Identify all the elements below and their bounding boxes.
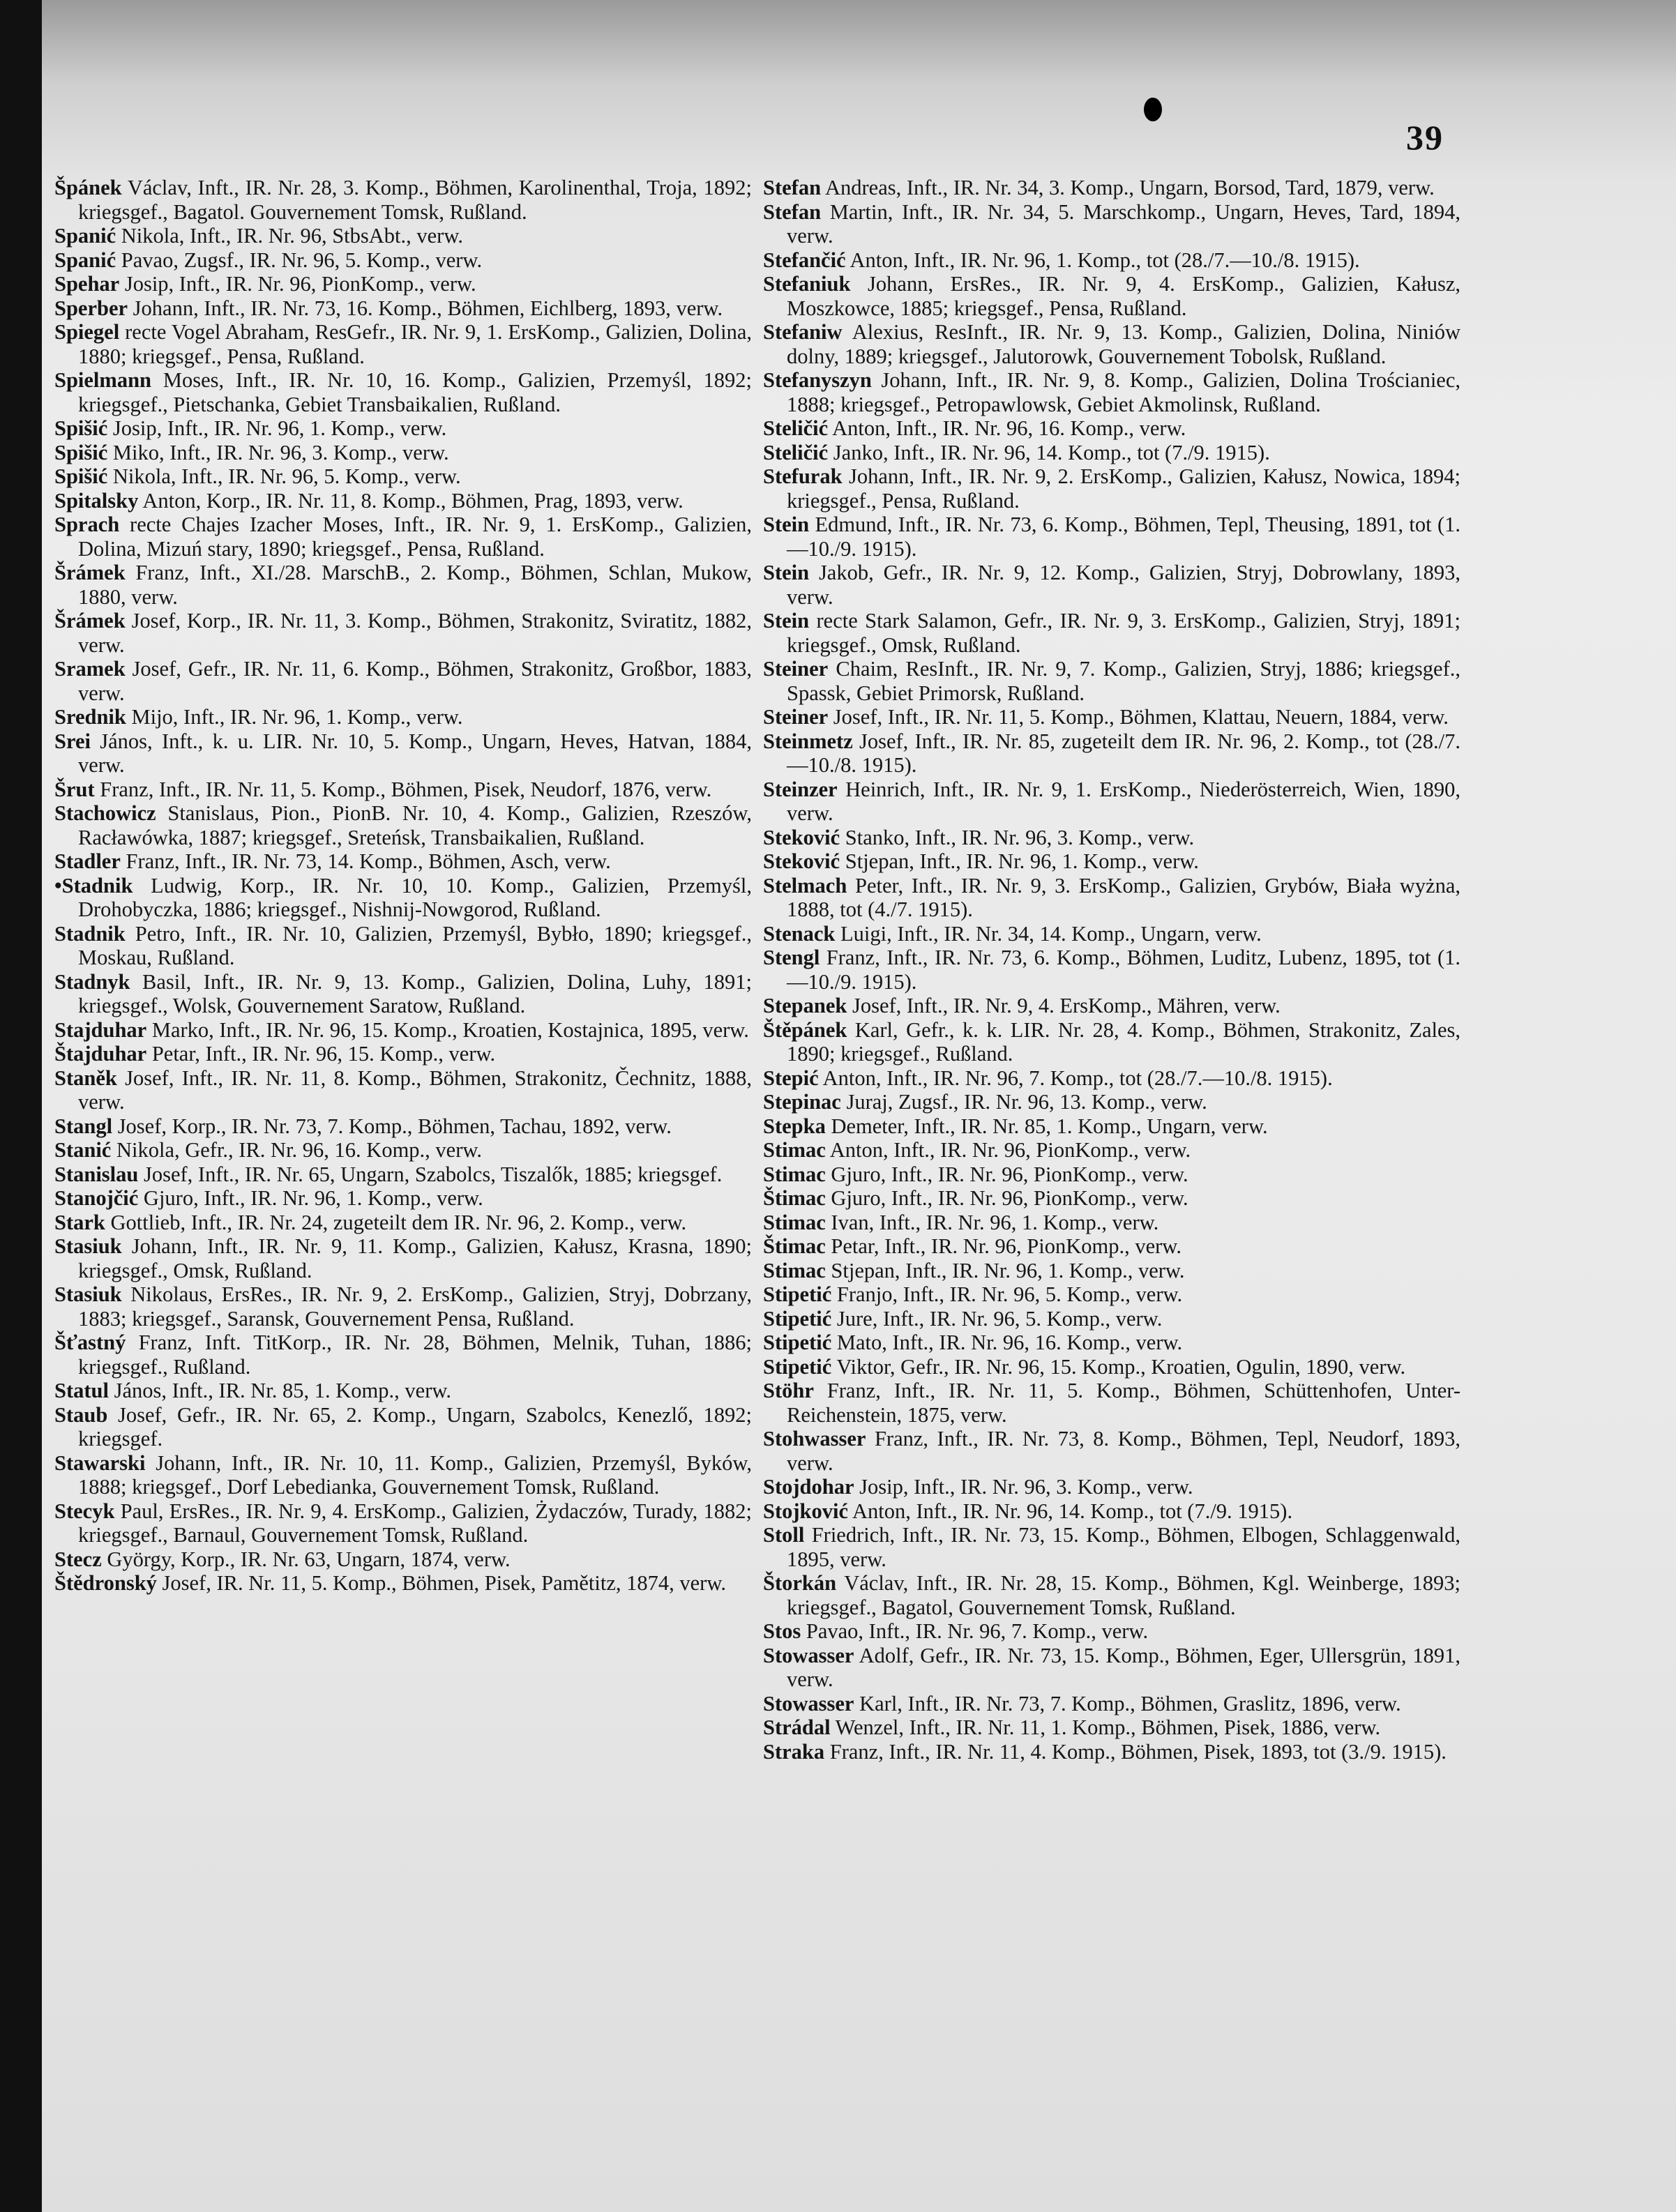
list-item — [763, 1211, 1460, 1235]
entry-details: Gjuro, Inft., IR. Nr. 96, PionKomp., verw. — [825, 1162, 1188, 1186]
entry-details: Moses, Inft., IR. Nr. 10, 16. Komp., Galizien, Przemyśl, 1892; kriegsgef., Pietschanka, Gebiet Transbaikalien, Rußland. — [78, 368, 752, 416]
entry-details: Václav, Inft., IR. Nr. 28, 3. Komp., Böhmen, Karolinenthal, Troja, 1892; kriegsgef., Bagatol. Gouvernement Tomsk, Rußland. — [78, 176, 752, 224]
list-item — [763, 513, 1460, 561]
entry-details: Josip, Inft., IR. Nr. 96, 3. Komp., verw. — [854, 1475, 1193, 1499]
entry-surname: Stojković — [763, 1499, 848, 1523]
entry-details: Franz, Inft., IR. Nr. 73, 6. Komp., Böhmen, Luditz, Lubenz, 1895, tot (1.—10./9. 1915). — [787, 946, 1460, 994]
list-item — [763, 441, 1460, 465]
entry-details: Johann, ErsRes., IR. Nr. 9, 4. ErsKomp., Galizien, Kałusz, Moszkowce, 1885; kriegsgef., Pensa, Rußland. — [787, 272, 1460, 320]
entry-details: Jure, Inft., IR. Nr. 96, 5. Komp., verw. — [831, 1306, 1163, 1331]
list-item — [763, 1715, 1460, 1740]
entry-surname: Steiner — [763, 657, 829, 681]
list-item — [54, 368, 752, 416]
list-item — [763, 729, 1460, 778]
list-item — [54, 705, 752, 729]
right-column — [763, 176, 1460, 1764]
entry-surname: Stefan — [763, 176, 822, 199]
entry-details: Miko, Inft., IR. Nr. 96, 3. Komp., verw. — [107, 440, 449, 464]
list-item — [763, 922, 1460, 946]
entry-surname: Stepanek — [763, 994, 847, 1017]
list-item — [763, 1644, 1460, 1692]
list-item — [54, 1114, 752, 1139]
entry-surname: Stachowicz — [54, 801, 156, 825]
entry-surname: Strádal — [763, 1715, 831, 1739]
entry-surname: Steinmetz — [763, 729, 853, 753]
list-item — [763, 176, 1460, 200]
entry-details: Anton, Korp., IR. Nr. 11, 8. Komp., Böhmen, Prag, 1893, verw. — [138, 488, 684, 513]
entry-surname: Stowasser — [763, 1643, 854, 1667]
entry-surname: Stein — [763, 513, 810, 536]
entry-surname: Spišić — [54, 440, 108, 464]
list-item — [763, 1619, 1460, 1644]
entry-details: Nikolaus, ErsRes., IR. Nr. 9, 2. ErsKomp., Galizien, Stryj, Dobrzany, 1883; kriegsgef., Saransk, Gouvernement Pensa, Rußland. — [78, 1282, 752, 1331]
entry-surname: Stefaniuk — [763, 272, 851, 296]
entry-details: Josef, Inft., IR. Nr. 9, 4. ErsKomp., Mähren, verw. — [847, 994, 1281, 1017]
entry-surname: Stefančić — [763, 248, 846, 272]
entry-details: Josef, Inft., IR. Nr. 85, zugeteilt dem IR. Nr. 96, 2. Komp., tot (28./7.—10./8. 1915). — [787, 729, 1460, 777]
entry-details: Nikola, Inft., IR. Nr. 96, 5. Komp., verw. — [107, 464, 461, 488]
list-item — [763, 1138, 1460, 1162]
list-item — [763, 368, 1460, 416]
list-item — [763, 1523, 1460, 1571]
entry-surname: Stepić — [763, 1066, 819, 1090]
entry-surname: Stajduhar — [54, 1017, 147, 1042]
entry-details: Josef, Inft., IR. Nr. 11, 5. Komp., Böhmen, Klattau, Neuern, 1884, verw. — [828, 705, 1449, 729]
list-item — [763, 1331, 1460, 1355]
entry-surname: Stawarski — [54, 1450, 146, 1475]
entry-details: Mato, Inft., IR. Nr. 96, 16. Komp., verw. — [831, 1331, 1183, 1354]
entry-surname: Spitalsky — [54, 488, 139, 513]
entry-surname: Steinzer — [763, 777, 838, 801]
list-item — [763, 609, 1460, 657]
entry-details: Franz, Inft., IR. Nr. 73, 8. Komp., Böhmen, Tepl, Neudorf, 1893, verw. — [787, 1427, 1460, 1475]
list-item — [54, 874, 752, 922]
list-item — [763, 1018, 1460, 1066]
entry-surname: Sperber — [54, 296, 128, 320]
list-item — [763, 464, 1460, 513]
entry-details: Anton, Inft., IR. Nr. 96, 16. Komp., verw. — [828, 416, 1186, 440]
list-item — [763, 778, 1460, 826]
entry-surname: Stefan — [763, 199, 822, 224]
entry-surname: Stoll — [763, 1523, 805, 1547]
list-item — [763, 320, 1460, 368]
entry-surname: Šrut — [54, 777, 95, 801]
entry-surname: Špánek — [54, 176, 122, 199]
entry-details: Stjepan, Inft., IR. Nr. 96, 1. Komp., verw. — [840, 849, 1199, 873]
list-item — [54, 224, 752, 248]
entry-surname: Steličić — [763, 416, 829, 440]
entry-surname: Stenack — [763, 921, 836, 946]
list-item — [54, 441, 752, 465]
entry-surname: Stos — [763, 1619, 801, 1643]
entry-surname: Stadnyk — [54, 969, 130, 994]
list-item — [763, 561, 1460, 609]
document-page — [42, 0, 1676, 2212]
list-item — [54, 1571, 752, 1596]
list-item — [54, 801, 752, 849]
entry-surname: Spehar — [54, 272, 120, 296]
list-item — [54, 849, 752, 874]
entry-surname: Steković — [763, 849, 840, 873]
entry-surname: Šťastný — [54, 1331, 126, 1354]
entry-surname: Stefanyszyn — [763, 368, 872, 392]
entry-details: Johann, Inft., IR. Nr. 10, 11. Komp., Galizien, Przemyśl, Byków, 1888; kriegsgef., Dorf Lebedianka, Gouvernement Tomsk, Rußland. — [78, 1450, 752, 1499]
list-item — [54, 464, 752, 489]
list-item — [54, 1186, 752, 1211]
entry-surname: Stadler — [54, 849, 121, 873]
entry-details: Josef, Gefr., IR. Nr. 11, 6. Komp., Böhmen, Strakonitz, Großbor, 1883, verw. — [78, 657, 752, 705]
list-item — [763, 1186, 1460, 1211]
entry-details: Marko, Inft., IR. Nr. 96, 15. Komp., Kroatien, Kostajnica, 1895, verw. — [146, 1017, 749, 1042]
entry-details: Pavao, Zugsf., IR. Nr. 96, 5. Komp., verw. — [116, 248, 483, 272]
entry-details: Heinrich, Inft., IR. Nr. 9, 1. ErsKomp., Niederösterreich, Wien, 1890, verw. — [787, 777, 1460, 825]
list-item — [54, 248, 752, 273]
list-item — [54, 1042, 752, 1066]
entry-details: Anton, Inft., IR. Nr. 96, 7. Komp., tot (28./7.—10./8. 1915). — [818, 1066, 1333, 1090]
list-item — [763, 1740, 1460, 1764]
entry-surname: Straka — [763, 1739, 825, 1764]
list-item — [54, 296, 752, 321]
list-item — [763, 1090, 1460, 1114]
entry-details: Franz, Inft., IR. Nr. 11, 5. Komp., Böhmen, Schüttenhofen, Unter-Reichenstein, 1875, verw. — [787, 1379, 1460, 1427]
list-item — [763, 874, 1460, 922]
entry-details: Peter, Inft., IR. Nr. 9, 3. ErsKomp., Galizien, Grybów, Biała wyżna, 1888, tot (4./7. 1915). — [787, 873, 1460, 921]
entry-details: Václav, Inft., IR. Nr. 28, 15. Komp., Böhmen, Kgl. Weinberge, 1893; kriegsgef., Bagatol, Gouvernement Tomsk, Rußland. — [787, 1571, 1460, 1619]
entry-surname: Stimac — [763, 1138, 826, 1162]
list-item — [763, 1162, 1460, 1187]
entry-details: recte Vogel Abraham, ResGefr., IR. Nr. 9, 1. ErsKomp., Galizien, Dolina, 1880; kriegsgef., Pensa, Rußland. — [78, 320, 752, 368]
entry-surname: Štorkán — [763, 1571, 837, 1595]
entry-details: Edmund, Inft., IR. Nr. 73, 6. Komp., Böhmen, Tepl, Theusing, 1891, tot (1.—10./9. 1915). — [787, 513, 1460, 561]
entry-details: Viktor, Gefr., IR. Nr. 96, 15. Komp., Kroatien, Ogulin, 1890, verw. — [831, 1354, 1406, 1379]
entry-details: Ludwig, Korp., IR. Nr. 10, 10. Komp., Galizien, Przemyśl, Drohobyczka, 1886; kriegsgef., Nishnij-Nowgorod, Rußland. — [78, 873, 752, 921]
entry-surname: Staněk — [54, 1066, 117, 1090]
list-item — [54, 1451, 752, 1499]
entry-surname: Šrámek — [54, 609, 126, 632]
entry-details: Franz, Inft. TitKorp., IR. Nr. 28, Böhmen, Melnik, Tuhan, 1886; kriegsgef., Rußland. — [78, 1331, 752, 1379]
left-column — [54, 176, 752, 1596]
entry-details: recte Stark Salamon, Gefr., IR. Nr. 9, 3. ErsKomp., Galizien, Stryj, 1891; kriegsgef., Omsk, Rußland. — [787, 609, 1460, 657]
entry-surname: Stein — [763, 561, 810, 584]
entry-surname: Stelmach — [763, 873, 847, 897]
entry-details: Anton, Inft., IR. Nr. 96, PionKomp., verw. — [825, 1138, 1191, 1162]
list-item — [54, 778, 752, 802]
entry-surname: Srei — [54, 729, 91, 753]
entry-surname: Stein — [763, 609, 810, 632]
entry-surname: Stepinac — [763, 1090, 841, 1114]
entry-surname: Steković — [763, 825, 840, 849]
list-item — [54, 1234, 752, 1282]
entry-surname: Spišić — [54, 416, 108, 440]
entry-surname: Stark — [54, 1210, 105, 1234]
list-item — [54, 176, 752, 224]
list-item — [54, 1403, 752, 1451]
entry-details: Johann, Inft., IR. Nr. 73, 16. Komp., Böhmen, Eichlberg, 1893, verw. — [128, 296, 723, 320]
entry-details: Stanko, Inft., IR. Nr. 96, 3. Komp., verw. — [840, 825, 1195, 849]
entry-details: Nikola, Gefr., IR. Nr. 96, 16. Komp., verw. — [111, 1138, 483, 1162]
entry-surname: Stefaniw — [763, 320, 843, 344]
entry-surname: Stipetić — [763, 1331, 832, 1354]
entry-surname: Stowasser — [763, 1691, 854, 1715]
page-number: 39 — [1406, 118, 1444, 157]
entry-details: Franz, Inft., IR. Nr. 11, 4. Komp., Böhmen, Pisek, 1893, tot (3./9. 1915). — [824, 1739, 1447, 1764]
list-item — [54, 1018, 752, 1043]
entry-details: Johann, Inft., IR. Nr. 9, 2. ErsKomp., Galizien, Kałusz, Nowica, 1894; kriegsgef., Pensa, Rußland. — [787, 464, 1460, 513]
list-item — [763, 1379, 1460, 1427]
list-item — [54, 416, 752, 441]
entry-details: Petar, Inft., IR. Nr. 96, PionKomp., verw. — [825, 1234, 1181, 1258]
entry-details: Nikola, Inft., IR. Nr. 96, StbsAbt., verw. — [116, 224, 464, 248]
list-item — [54, 1066, 752, 1114]
entry-details: Adolf, Gefr., IR. Nr. 73, 15. Komp., Böhmen, Eger, Ullersgrün, 1891, verw. — [787, 1643, 1460, 1691]
entry-details: Martin, Inft., IR. Nr. 34, 5. Marschkomp., Ungarn, Heves, Tard, 1894, verw. — [787, 199, 1460, 248]
list-item — [54, 1547, 752, 1572]
entry-surname: Spanić — [54, 224, 116, 248]
entry-details: Andreas, Inft., IR. Nr. 34, 3. Komp., Ungarn, Borsod, Tard, 1879, verw. — [821, 176, 1435, 199]
entry-surname: Staub — [54, 1402, 108, 1427]
entry-surname: Stasiuk — [54, 1282, 122, 1306]
entry-surname: Stecz — [54, 1547, 102, 1571]
entry-surname: Sramek — [54, 657, 126, 681]
list-item — [54, 1379, 752, 1403]
entry-details: Gjuro, Inft., IR. Nr. 96, 1. Komp., verw. — [138, 1186, 483, 1210]
entry-surname: Stefurak — [763, 464, 843, 488]
entry-surname: •Stadnik — [54, 873, 133, 897]
entry-surname: Stadnik — [54, 921, 126, 946]
entry-details: Friedrich, Inft., IR. Nr. 73, 15. Komp., Böhmen, Elbogen, Schlaggenwald, 1895, verw. — [787, 1523, 1460, 1571]
list-item — [763, 1259, 1460, 1283]
list-item — [54, 657, 752, 705]
entry-details: Josef, Gefr., IR. Nr. 65, 2. Komp., Ungarn, Szabolcs, Kenezlő, 1892; kriegsgef. — [78, 1402, 752, 1450]
list-item — [54, 1138, 752, 1162]
list-item — [763, 1499, 1460, 1524]
entry-surname: Statul — [54, 1379, 109, 1402]
list-item — [54, 729, 752, 778]
list-item — [763, 1571, 1460, 1619]
entry-surname: Stimac — [763, 1258, 826, 1282]
entry-details: Alexius, ResInft., IR. Nr. 9, 13. Komp., Galizien, Dolina, Niniów dolny, 1889; kriegsgef., Jalutorowk, Gouvernement Tobolsk, Rußland. — [787, 320, 1460, 368]
list-item — [763, 705, 1460, 729]
list-item — [763, 1475, 1460, 1499]
entry-surname: Štědronský — [54, 1571, 157, 1595]
list-item — [763, 1114, 1460, 1139]
entry-details: Demeter, Inft., IR. Nr. 85, 1. Komp., Ungarn, verw. — [825, 1114, 1268, 1138]
entry-details: Johann, Inft., IR. Nr. 9, 8. Komp., Galizien, Dolina Trościaniec, 1888; kriegsgef., Petropawlowsk, Gebiet Akmolinsk, Rußland. — [787, 368, 1460, 416]
list-item — [54, 1282, 752, 1331]
entry-details: Josef, Korp., IR. Nr. 11, 3. Komp., Böhmen, Strakonitz, Sviratitz, 1882, verw. — [78, 609, 752, 657]
list-item — [54, 320, 752, 368]
entry-details: Stanislaus, Pion., PionB. Nr. 10, 4. Komp., Galizien, Rzeszów, Racławówka, 1887; kriegsgef., Sreteńsk, Transbaikalien, Rußland. — [78, 801, 752, 849]
entry-details: Gjuro, Inft., IR. Nr. 96, PionKomp., verw. — [825, 1186, 1188, 1210]
entry-surname: Stanislau — [54, 1162, 139, 1186]
entry-surname: Stöhr — [763, 1379, 814, 1402]
entry-surname: Stepka — [763, 1114, 826, 1138]
entry-surname: Sprach — [54, 513, 120, 536]
list-item — [763, 1234, 1460, 1259]
entry-surname: Štimac — [763, 1234, 826, 1258]
entry-surname: Stanić — [54, 1138, 112, 1162]
list-item — [763, 994, 1460, 1018]
list-item — [763, 1282, 1460, 1307]
entry-surname: Srednik — [54, 705, 126, 729]
list-item — [763, 946, 1460, 994]
entry-surname: Stasiuk — [54, 1234, 122, 1258]
list-item — [54, 513, 752, 561]
list-item — [54, 272, 752, 296]
list-item — [763, 1692, 1460, 1716]
entry-surname: Štěpánek — [763, 1017, 847, 1042]
entry-details: Wenzel, Inft., IR. Nr. 11, 1. Komp., Böhmen, Pisek, 1886, verw. — [830, 1715, 1381, 1739]
entry-details: Stjepan, Inft., IR. Nr. 96, 1. Komp., verw. — [825, 1258, 1185, 1282]
list-item — [54, 1499, 752, 1547]
entry-details: Josef, IR. Nr. 11, 5. Komp., Böhmen, Pisek, Pamětitz, 1874, verw. — [156, 1571, 726, 1595]
entry-details: Basil, Inft., IR. Nr. 9, 13. Komp., Galizien, Dolina, Luhy, 1891; kriegsgef., Wolsk, Gouvernement Saratow, Rußland. — [78, 969, 752, 1017]
entry-details: János, Inft., IR. Nr. 85, 1. Komp., verw. — [108, 1379, 452, 1402]
entry-surname: Stanojčić — [54, 1186, 139, 1210]
list-item — [54, 1211, 752, 1235]
entry-details: Josip, Inft., IR. Nr. 96, PionKomp., verw. — [119, 272, 476, 296]
entry-surname: Stipetić — [763, 1354, 832, 1379]
entry-surname: Stojdohar — [763, 1475, 854, 1499]
list-item — [54, 609, 752, 657]
list-item — [54, 489, 752, 513]
entry-details: recte Chajes Izacher Moses, Inft., IR. Nr. 9, 1. ErsKomp., Galizien, Dolina, Mizuń stary, 1890; kriegsgef., Pensa, Rußland. — [78, 513, 752, 561]
entry-details: Paul, ErsRes., IR. Nr. 9, 4. ErsKomp., Galizien, Żydaczów, Turady, 1882; kriegsgef., Barnaul, Gouvernement Tomsk, Rußland. — [78, 1499, 752, 1547]
entry-surname: Štimac — [763, 1186, 826, 1210]
list-item — [763, 272, 1460, 320]
entry-surname: Stimac — [763, 1162, 826, 1186]
entry-details: Chaim, ResInft., IR. Nr. 9, 7. Komp., Galizien, Stryj, 1886; kriegsgef., Spassk, Gebiet Primorsk, Rußland. — [787, 657, 1460, 705]
entry-surname: Stangl — [54, 1114, 113, 1138]
list-item — [54, 922, 752, 970]
entry-details: Franz, Inft., IR. Nr. 73, 14. Komp., Böhmen, Asch, verw. — [120, 849, 611, 873]
entry-details: Anton, Inft., IR. Nr. 96, 14. Komp., tot (7./9. 1915). — [848, 1499, 1293, 1523]
list-item — [763, 826, 1460, 850]
entry-surname: Štajduhar — [54, 1042, 147, 1066]
entry-details: Gottlieb, Inft., IR. Nr. 24, zugeteilt dem IR. Nr. 96, 2. Komp., verw. — [105, 1210, 687, 1234]
entry-surname: Spišić — [54, 464, 108, 488]
entry-surname: Stimac — [763, 1210, 826, 1234]
list-item — [54, 561, 752, 609]
ink-spot — [1144, 98, 1162, 121]
entry-surname: Stipetić — [763, 1306, 832, 1331]
list-item — [54, 970, 752, 1018]
entry-details: Mijo, Inft., IR. Nr. 96, 1. Komp., verw. — [126, 705, 463, 729]
list-item — [763, 1427, 1460, 1475]
entry-details: Johann, Inft., IR. Nr. 9, 11. Komp., Galizien, Kałusz, Krasna, 1890; kriegsgef., Omsk, Rußland. — [78, 1234, 752, 1282]
entry-details: Karl, Gefr., k. k. LIR. Nr. 28, 4. Komp., Böhmen, Strakonitz, Zales, 1890; kriegsgef., Rußland. — [787, 1017, 1460, 1066]
entry-details: Janko, Inft., IR. Nr. 96, 14. Komp., tot (7./9. 1915). — [828, 440, 1270, 464]
entry-details: György, Korp., IR. Nr. 63, Ungarn, 1874, verw. — [101, 1547, 511, 1571]
list-item — [54, 1162, 752, 1187]
entry-details: Franjo, Inft., IR. Nr. 96, 5. Komp., verw. — [831, 1282, 1183, 1306]
entry-surname: Spielmann — [54, 368, 151, 392]
entry-surname: Steiner — [763, 705, 829, 729]
list-item — [763, 200, 1460, 248]
entry-surname: Spiegel — [54, 320, 120, 344]
list-item — [763, 1355, 1460, 1379]
list-item — [763, 1307, 1460, 1331]
entry-details: Franz, Inft., IR. Nr. 11, 5. Komp., Böhmen, Pisek, Neudorf, 1876, verw. — [94, 777, 712, 801]
entry-details: Petar, Inft., IR. Nr. 96, 15. Komp., verw. — [146, 1042, 496, 1066]
entry-surname: Stengl — [763, 946, 820, 969]
entry-details: Franz, Inft., XI./28. MarschB., 2. Komp., Böhmen, Schlan, Mukow, 1880, verw. — [78, 561, 752, 609]
entry-surname: Stipetić — [763, 1282, 832, 1306]
entry-details: Ivan, Inft., IR. Nr. 96, 1. Komp., verw. — [825, 1210, 1159, 1234]
list-item — [54, 1331, 752, 1379]
entry-details: János, Inft., k. u. LIR. Nr. 10, 5. Komp., Ungarn, Heves, Hatvan, 1884, verw. — [78, 729, 752, 777]
entry-surname: Steličić — [763, 440, 829, 464]
entry-surname: Stohwasser — [763, 1427, 866, 1450]
entry-details: Josip, Inft., IR. Nr. 96, 1. Komp., verw. — [107, 416, 447, 440]
entry-surname: Stecyk — [54, 1499, 115, 1523]
list-item — [763, 416, 1460, 441]
list-item — [763, 1066, 1460, 1091]
entry-details: Josef, Korp., IR. Nr. 73, 7. Komp., Böhmen, Tachau, 1892, verw. — [112, 1114, 672, 1138]
list-item — [763, 248, 1460, 273]
entry-details: Pavao, Inft., IR. Nr. 96, 7. Komp., verw. — [801, 1619, 1149, 1643]
entry-details: Anton, Inft., IR. Nr. 96, 1. Komp., tot (28./7.—10./8. 1915). — [845, 248, 1360, 272]
entry-surname: Šrámek — [54, 561, 126, 584]
list-item — [763, 849, 1460, 874]
entry-details: Juraj, Zugsf., IR. Nr. 96, 13. Komp., verw. — [840, 1090, 1207, 1114]
entry-details: Josef, Inft., IR. Nr. 65, Ungarn, Szabolcs, Tiszalők, 1885; kriegsgef. — [138, 1162, 723, 1186]
list-item — [763, 657, 1460, 705]
entry-details: Petro, Inft., IR. Nr. 10, Galizien, Przemyśl, Bybło, 1890; kriegsgef., Moskau, Rußland. — [78, 921, 752, 969]
entry-details: Luigi, Inft., IR. Nr. 34, 14. Komp., Ungarn, verw. — [835, 921, 1262, 946]
entry-details: Jakob, Gefr., IR. Nr. 9, 12. Komp., Galizien, Stryj, Dobrowlany, 1893, verw. — [787, 561, 1460, 609]
entry-details: Karl, Inft., IR. Nr. 73, 7. Komp., Böhmen, Graslitz, 1896, verw. — [854, 1691, 1401, 1715]
entry-surname: Spanić — [54, 248, 116, 272]
entry-details: Josef, Inft., IR. Nr. 11, 8. Komp., Böhmen, Strakonitz, Čechnitz, 1888, verw. — [78, 1066, 752, 1114]
